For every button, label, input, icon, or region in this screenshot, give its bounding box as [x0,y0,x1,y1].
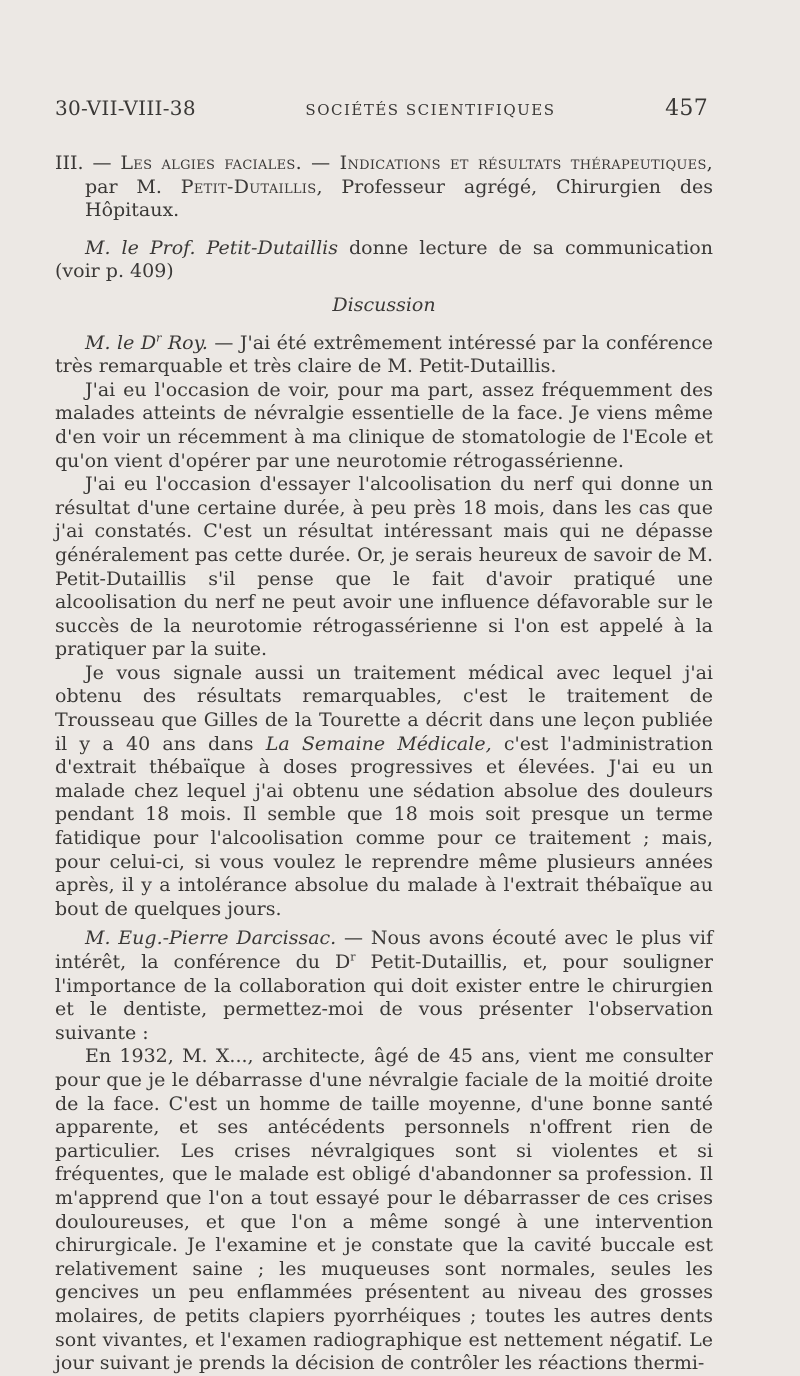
running-header [55,96,708,121]
page-body [55,152,713,1376]
roy-paragraph-4: Je vous signale aussi un traitement médical avec lequel j'ai obtenu des résultats remarquables, c'est le traitement de Trousseau que Gilles de la Tourette a décrit dans une leçon publiée il y a 40 ans dans La Semaine Médicale, c'est l'administration d'extrait thébaïque à doses progressives et élevées. J'ai eu un malade chez lequel j'ai obtenu une sédation absolue des douleurs pendant 18 mois. Il semble que 18 mois soit presque un terme fatidique pour l'alcoolisation comme pour ce traitement ; mais, pour celui-ci, si vous voulez le reprendre même plusieurs années après, il y a intolérance absolue du malade à l'extrait thébaïque au bout de quelques jours. [55,661,713,920]
journal-title: La Semaine Médicale, [265,732,492,755]
intro-speaker: M. le Prof. Petit-Dutaillis [85,236,338,259]
roy-paragraph-1: M. le $D^r$ Roy. — J'ai été extrêmement intéressé par la conférence très remarquable et très claire de M. Petit-Dutaillis. [55,331,713,378]
roy-speaker: M. le $D^r$ Roy. [85,331,208,354]
header-section: SOCIÉTÉS SCIENTIFIQUES [305,101,556,119]
title-affiliation: , Professeur agrégé, Chirurgien des Hôpitaux. [85,175,713,222]
page-number: 457 [665,96,708,121]
roy-paragraph-2: J'ai eu l'occasion de voir, pour ma part, assez fréquemment des malades atteints de névralgie essentielle de la face. Je viens même d'en voir un récemment à ma clinique de stomatologie de l'Ecole et qu'on vient d'opérer par une neurotomie rétrogassérienne. [55,378,713,472]
discussion-heading: Discussion [332,293,436,316]
header-date: 30-VII-VIII-38 [55,96,196,120]
darcissac-paragraph-2: En 1932, M. X..., architecte, âgé de 45 ans, vient me consulter pour que je le débarrasse d'une névralgie faciale de la moitié droite de la face. C'est un homme de taille moyenne, d'une bonne santé apparente, et ses antécédents personnels n'offrent rien de particulier. Les crises névralgiques sont si violentes et si fréquentes, que le malade est obligé d'abandonner sa profession. Il m'apprend que l'on a tout essayé pour le débarrasser de ces crises douloureuses, et que l'on a même songé à une intervention chirurgicale. Je l'examine et je constate que la cavité buccale est relativement saine ; les muqueuses sont normales, seules les gencives un peu enflammées présentent au niveau des grosses molaires, de petits clapiers pyorrhéiques ; toutes les autres dents sont vivantes, et l'examen radiographique est nettement négatif. Le jour suivant je prends la décision de contrôler les réactions thermi- [55,1045,713,1375]
title-topic: Les algies faciales. — Indications et résultats thérapeutiques, [120,152,713,174]
title-number: III. — [55,152,121,174]
darcissac-speaker: M. Eug.-Pierre Darcissac. [85,927,337,950]
intro-paragraph [55,237,713,284]
darcissac-paragraph-1: M. Eug.-Pierre Darcissac. — Nous avons écouté avec le plus vif intérêt, la conférence du $D^r$ Petit-Dutaillis, et, pour souligner l'importance de la collaboration qui doit exister entre le chirurgien et le dentiste, permettez-moi de vous présenter l'observation suivante : [55,927,714,1044]
roy-paragraph-3: J'ai eu l'occasion d'essayer l'alcoolisation du nerf qui donne un résultat d'une certaine durée, à peu près 18 mois, dans les cas que j'ai constatés. C'est un résultat intéressant mais qui ne dépasse généralement pas cette durée. Or, je serais heureux de savoir de M. Petit-Dutaillis s'il pense que le fait d'avoir pratiqué une alcoolisation du nerf ne peut avoir une influence défavorable sur le succès de la neurotomie rétrogassérienne si l'on est appelé à la pratiquer par la suite. [55,473,713,661]
intro-text: donne lecture de sa communication (voir p. 409) [55,236,713,283]
title-author: Petit-Dutaillis [180,175,317,198]
article-title [55,152,713,223]
title-by: par M. [85,175,181,198]
